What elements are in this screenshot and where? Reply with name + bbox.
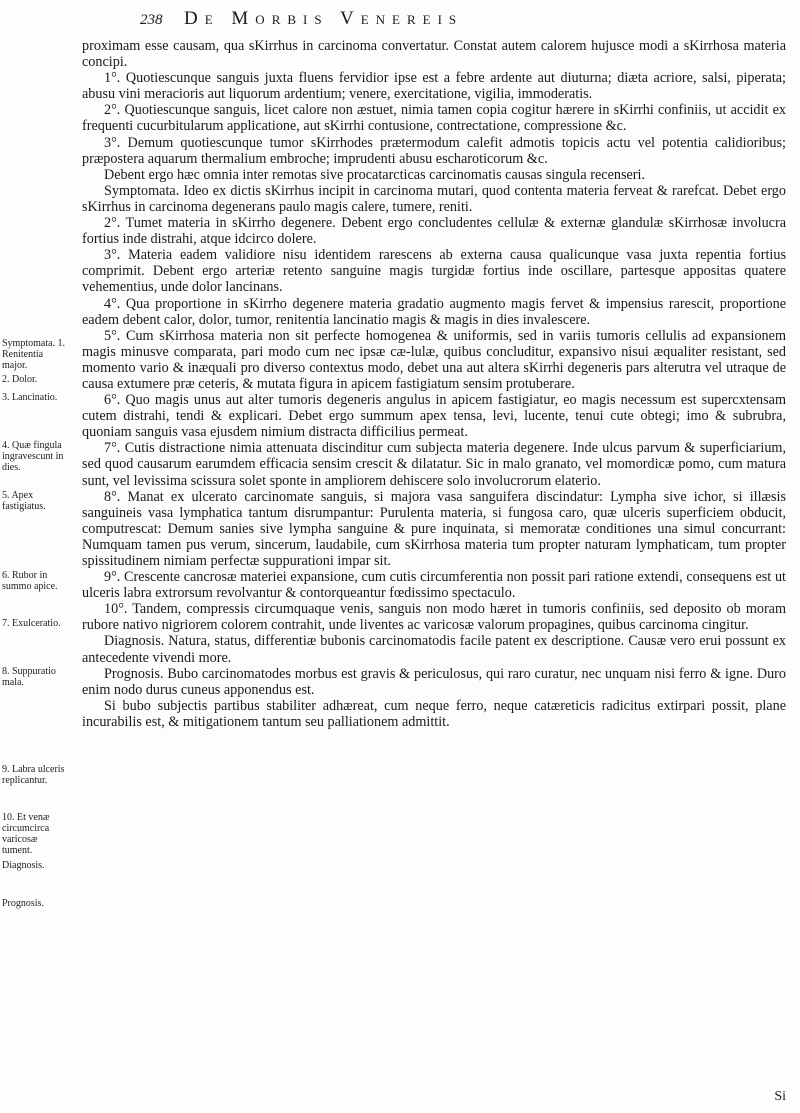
body-text [82, 38, 786, 1108]
paragraph: 3°. Materia eadem validiore nisu identidem rarescens ab externa causa qualicunque vasa juxta repentia fortius comprimit. Debent ergo arteriæ retento sanguine magis turgidæ fortius inde oscillare, partesque appositas quatere vehementius, unde dolor lancinans. [82, 247, 786, 296]
margin-note: Symptomata. 1. Renitentia major. [2, 338, 66, 371]
running-title: De Morbis Venereis [184, 8, 464, 29]
paragraph: 5°. Cum sKirrhosa materia non sit perfecte homogenea & uniformis, sed in variis tumoris cellulis ad expansionem magis minusve comparata, pari modo cum nec ipsæ cæ-lulæ, quibus concluditur, expansivo nisui æqualiter resistant, sed momento vario & inæquali pro diverso contextus modo, debet una aut altera sKirrhi degeneris pars alterutra vel utraque de causa extumere præ ceteris, & mutata figura in apicem fastigiatum sensim protuberare. [82, 327, 786, 392]
margin-note: 5. Apex fastigiatus. [2, 490, 46, 512]
paragraph: 2°. Quotiescunque sanguis, licet calore non æstuet, nimia tamen copia cogitur hærere in sKirrhi confiniis, ut accidit ex frequenti cucurbitularum applicatione, aut sKirrhi contusione, contrectatione, compressione &c. [82, 102, 786, 135]
page-number: 238 [140, 12, 163, 28]
margin-note: 4. Quæ fingula ingravescunt in dies. [2, 440, 64, 473]
margin-note: Diagnosis. [2, 860, 45, 871]
paragraph: 1°. Quotiescunque sanguis juxta fluens fervidior ipse est a febre ardente aut diuturna; diæta acriore, salsi, piperata; abusu vini meracioris aut liquorum ardentium; venere, exercitatione, vigilia, immoderatis. [82, 70, 786, 103]
paragraph: 9°. Crescente cancrosæ materiei expansione, cum cutis circumferentia non possit pari ratione extendi, consequens est ut ulceris labra extrorsum revolvantur & contorqueantur fœdissimo spectaculo. [82, 569, 786, 602]
paragraph: proximam esse causam, qua sKirrhus in carcinoma convertatur. Constat autem calorem hujusce modi a sKirrhosa materia concipi. [82, 38, 786, 71]
paragraph: 6°. Quo magis unus aut alter tumoris degeneris angulus in apicem fastigiatur, eo magis necessum est supercxtensam cutem distrahi, tendi & explicari. Debet ergo summum apex tensa, levi, lucente, tenui cute obtegi; imo & subrubra, quoniam sanguis vasa ejusdem nimium distracta difficilius permeat. [82, 392, 786, 441]
page-header [140, 6, 790, 32]
paragraph: 2°. Tumet materia in sKirrho degenere. Debent ergo concludentes cellulæ & externæ glandulæ sKirrhosæ involucra fortius inde distrahi, atque idcirco dolere. [82, 215, 786, 248]
paragraph: Diagnosis. Natura, status, differentiæ bubonis carcinomatodis facile patent ex descriptione. Causæ vero erui possunt ex antecedente vivendi more. [82, 633, 786, 666]
margin-note: 3. Lancinatio. [2, 392, 58, 403]
margin-note: 9. Labra ulceris replicantur. [2, 764, 65, 786]
catchword: Si [774, 1089, 786, 1104]
paragraph: 7°. Cutis distractione nimia attenuata discinditur cum subjecta materia degenere. Inde ulcus parvum & superficiarium, sed quod causarum earumdem efficacia sensim crescit & dilatatur. Sic in malo granato, vel momordicæ pomo, cum matura sunt, vel levissima scissura solet sponte in ampliorem dehiscere solo involucrorum elaterio. [82, 440, 786, 489]
margin-note: 8. Suppuratio mala. [2, 666, 56, 688]
paragraph: Prognosis. Bubo carcinomatodes morbus est gravis & periculosus, qui raro curatur, nec unquam nisi ferro & igne. Duro enim nodo durus cuneus apponendus est. [82, 665, 786, 698]
paragraph: 3°. Demum quotiescunque tumor sKirrhodes prætermodum calefit admotis topicis actu vel potentia calidioribus; præpostera aquarum thermalium embroche; imprudenti abusu escharoticorum &c. [82, 134, 786, 167]
paragraph: Debent ergo hæc omnia inter remotas sive procatarcticas carcinomatis causas singula recenseri. [104, 166, 646, 183]
margin-notes [2, 38, 68, 1108]
paragraph: Si bubo subjectis partibus stabiliter adhæreat, cum neque ferro, neque catæreticis radicitus extirpari possit, plane incurabilis est, & mitigationem tantum seu palliationem admittit. [82, 697, 786, 730]
margin-note: Prognosis. [2, 898, 44, 909]
paragraph: Symptomata. Ideo ex dictis sKirrhus incipit in carcinoma mutari, quod contenta materia ferveat & rarefcat. Debet ergo sKirrhus in carcinoma degenerans paulo magis calere, tumere, reniti. [82, 182, 786, 215]
margin-note: 7. Exulceratio. [2, 618, 61, 629]
margin-note: 6. Rubor in summo apice. [2, 570, 58, 592]
margin-note: 10. Et venæ circumcirca varicosæ tument. [2, 812, 50, 856]
paragraph: 8°. Manat ex ulcerato carcinomate sanguis, si majora vasa sanguifera discindatur: Lympha sive ichor, si illæsis sanguineis vasa lymphatica tantum disrumpantur: Purulenta materia, si fungosa caro, quæ ulceris superficiem obducit, computrescat: Demum sanies sive lympha sanguine & pure inquinata, si memoratæ conditiones una simul concurrant: Numquam tamen pus verum, sincerum, laudabile, cum sKirrhosa materia tum propter naturam lymphaticam, tum propter spissitudinem nimiam perfectæ suppurationi impar sit. [82, 488, 786, 569]
paragraph: 4°. Qua proportione in sKirrho degenere materia gradatio augmento magis fervet & impensius rarescit, proportione eadem debent calor, dolor, tumor, renitentia lancinatio magis & magis in dies invalescere. [82, 295, 786, 328]
paragraph: 10°. Tandem, compressis circumquaque venis, sanguis non modo hæret in tumoris confiniis, sed deposito ob moram rubore nativo nigriorem colorem contrahit, unde liventes ac varicosæ valorum propagines, quibus carcinoma cingitur. [82, 601, 786, 634]
margin-note: 2. Dolor. [2, 374, 38, 385]
